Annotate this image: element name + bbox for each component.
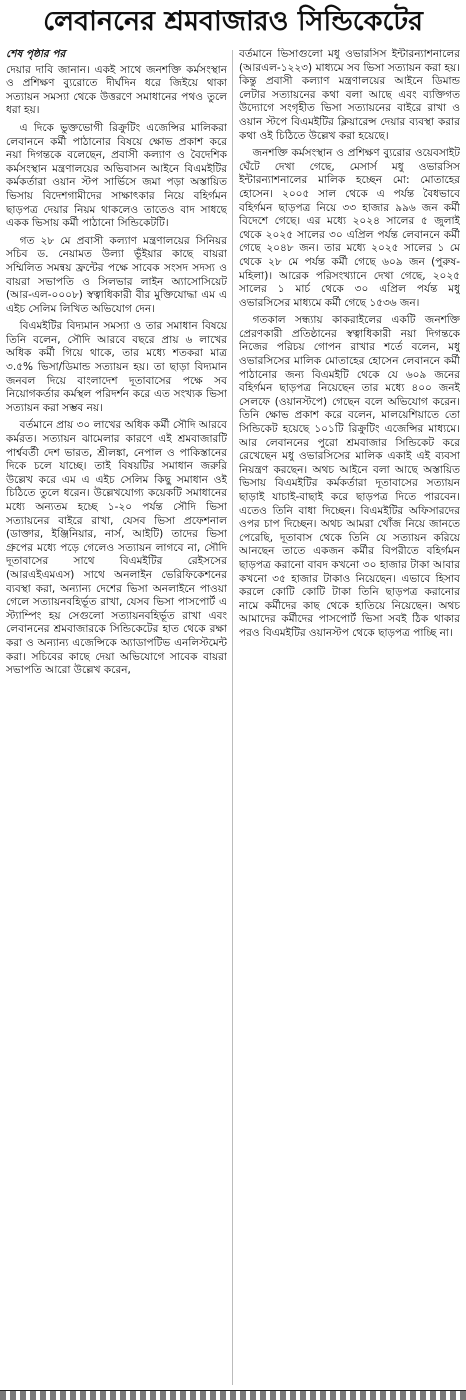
headline: লেবাননের শ্রমবাজারও সিন্ডিকেটের [43, 5, 423, 37]
paragraph: এ দিকে ভুক্তভোগী রিক্রুটিং এজেন্সির মালিকরা লেবাননে কর্মী পাঠানোর বিষয়ে ক্ষোভ প্রকাশ করে নয়া দিগন্তকে বলেছেন, প্রবাসী কল্যাণ ও বৈদেশিক কর্মসংস্থান মন্ত্রণালয়ের অভিবাসন আইনে বিএমইটির কর্মকর্তারা ওয়ান স্টপ সার্ভিসে জমা পড়া অস্তায়িত ভিসায় বিদেশগামীদের সাক্ষাৎকার নিয়ে বহির্গমন ছাড়পত্র দেয়ার নিয়ম থাকলেও তাতেও বাদ সাধছে একক ভিসায় কর্মী পাঠানো সিন্ডিকেটটি। [6, 121, 227, 230]
jump-label: শেষ পৃষ্ঠার পর [6, 48, 66, 60]
paragraph: দেয়ার দাবি জানান। একই সাথে জনশক্তি কর্মসংস্থান ও প্রশিক্ষণ ব্যুরোতে দীর্ঘদিন ধরে জিইয়ে থাকা সত্যায়ন সমস্যা থেকে উত্তরণে সমাধানের পথও তুলে ধরা হয়। [6, 63, 227, 117]
paragraph: গতকাল সন্ধ্যায় কাকরাইলের একটি জনশক্তি প্রেরণকারী প্রতিষ্ঠানের স্বত্বাধিকারী নয়া দিগন্তকে নিজের পরিচয় গোপন রাখার শর্তে বলেন, মধু ওভারসিসের মালিক মোতাহের হোসেন লেবাননে কর্মী পাঠানোর জন্য বিএমইটি থেকে যে ৬০৯ জনের বহির্গমন ছাড়পত্র নিয়েছেন তার মধ্যে ৪০০ জনই সেলফে (ওয়ানস্টপে) গেছেন বলে অভিযোগ করেন। তিনি ক্ষোভ প্রকাশ করে বলেন, মালয়েশিয়াতে তো সিন্ডিকেট হয়েছে ১০১টি রিক্রুটিং এজেন্সির মাধ্যমে। আর লেবাননের পুরো শ্রমবাজার সিন্ডিকেট করে রেখেছেন মধু ওভারসিসের মালিক একাই এই ব্যবসা নিয়ন্ত্রণ করছেন। অথচ আইনে বলা আছে অস্তায়িত ভিসায় বিএমইটির কর্মকর্তারা দূতাবাসের সত্যায়ন ছাড়াই যাচাই-বাছাই করে ছাড়পত্র দিতে পারবেন। এতেও তিনি বাধা দিচ্ছেন। বিএমইটির অফিসারদের ওপর চাপ দিচ্ছেন। অথচ আমরা খোঁজ নিয়ে জানতে পেরেছি, দূতাবাস থেকে তিনি যে সত্যায়ন করিয়ে আনছেন তাতে একজন কর্মীর বিপরীতে বহির্গমন ছাড়পত্র করানো বাবদ কখনো ৩০ হাজার টাকা আবার কখনো ৩৫ হাজার টাকাও নিয়েছেন। এভাবে হিসাব করলে কোটি কোটি টাকা তিনি ছাড়পত্র করানোর নামে কর্মীদের কাছ থেকে হাতিয়ে নিয়েছেন। অথচ আমাদের কর্মীদের পাসপোর্ট ভিসা সবই ঠিক থাকার পরও বিএমইটির ওয়ানস্টপ থেকে ছাড়পত্র পাচ্ছি না। [239, 314, 460, 639]
paragraph: গত ২৮ মে প্রবাসী কল্যাণ মন্ত্রণালয়ের সিনিয়র সচিব ড. নেয়ামত উল্যা ভূঁইয়ার কাছে বায়রা সম্মিলিত সমন্বয় ফ্রন্টের পক্ষে সাবেক সংসদ সদস্য ও বায়রা সভাপতি ও সিলভার লাইন অ্যাসোসিয়েট (আর-এল-০০০৮) স্বত্বাধিকারী বীর মুক্তিযোদ্ধা এম এ এইচ সেলিম লিখিত অভিযোগ দেন। [6, 234, 227, 315]
article-body [6, 48, 460, 1390]
column-left [6, 48, 227, 1390]
paragraph: বর্তমানে প্রায় ৩০ লাখের অধিক কর্মী সৌদি আরবে কর্মরত। সত্যায়ন ঝামেলার কারণে এই শ্রমবাজারটি পার্শ্ববর্তী দেশ ভারত, শ্রীলঙ্কা, নেপাল ও পাকিস্তানের দিকে চলে যাচ্ছে। তাই বিষয়টির সমাধান জরুরি উল্লেখ করে এম এ এইচ সেলিম কিছু সমাধান ওই চিঠিতে তুলে ধরেন। উল্লেখযোগ্য কয়েকটি সমাধানের মধ্যে অন্যতম হচ্ছে ১-২০ পর্যন্ত সৌদি ভিসা সত্যায়নের বাইরে রাখা, যেসব ভিসা প্রফেশনাল (ডাক্তার, ইঞ্জিনিয়ার, নার্স, আইটি) তাদের ভিসা গ্রুপের মধ্যে পড়ে গেলেও সত্যায়ন লাগবে না, সৌদি দূতাবাসের সাথে বিএমইটির রেইসসের (আরএইএমএস) সাথে অনলাইন ভেরিফিকেশনের ব্যবস্থা করা, অন্যান্য দেশের ভিসা অনলাইনে পাওয়া গেলে সত্যায়নবহির্ভূত রাখা, যেসব ভিসা পাসপোর্ট এ স্ট্যাম্পিং হয় সেগুলো সত্যায়নবহির্ভূত রাখা এবং লেবাননের শ্রমবাজারকে সিন্ডিকেটের হাত থেকে রক্ষা করা ও অন্যান্য এজেন্সিকে অ্যাডাপটিভ এনলিস্টমেন্ট করা। সচিবের কাছে দেয়া অভিযোগে সাবেক বায়রা সভাপতি আরো উল্লেখ করেন, [6, 419, 227, 677]
paragraph: বর্তমানে ভিসাগুলো মধু ওভারসিস ইন্টারন্যাশনালের (আরএল-১২২৩) মাধ্যমে সব ভিসা সত্যায়ন করা হয়। কিন্তু প্রবাসী কল্যাণ মন্ত্রণালয়ের আইনে ডিমান্ড লেটার সত্যায়নের কথা বলা আছে এবং ব্যক্তিগত উদ্যোগে সংগৃহীত ভিসা সত্যায়নের বাইরে রাখা ও ওয়ান স্টপে বিএমইটির ক্লিয়ারেন্স দেয়ার ব্যবস্থা করার কথা ওই চিঠিতে উল্লেখ করা হয়েছে। [239, 48, 460, 142]
paragraph: বিএমইটির বিদ্যমান সমস্যা ও তার সমাধান বিষয়ে তিনি বলেন, সৌদি আরবে বছরে প্রায় ৬ লাখের অধিক কর্মী গিয়ে থাকে, তার মধ্যে শতকরা মাত্র ৩.৫% ভিসা/ডিমান্ড সত্যায়ন হয়। তা ছাড়া বিদ্যমান জনবল দিয়ে বাংলাদেশ দূতাবাসের পক্ষে সব নিয়োগকর্তার কর্মস্থল পরিদর্শন করে এত সংখ্যক ভিসা সত্যায়ন করা সম্ভব নয়। [6, 320, 227, 414]
paragraph: জনশক্তি কর্মসংস্থান ও প্রশিক্ষণ ব্যুরোর ওয়েবসাইট ঘেঁটে দেখা গেছে, মেসার্স মধু ওভারসিস ইন্টারন্যাশনালের মালিক হচ্ছেন মো: মোতাহের হোসেন। ২০০৫ সাল থেকে এ পর্যন্ত বৈধভাবে বহির্গমন ছাড়পত্র নিয়ে ৩৩ হাজার ৯৯৬ জন কর্মী বিদেশে গেছে। এর মধ্যে ২০২৪ সালের ৫ জুলাই থেকে ২০২৫ সালের ৩০ এপ্রিল পর্যন্ত লেবাননে কর্মী গেছে ২০৪৮ জন। তার মধ্যে ২০২৫ সালের ১ মে থেকে ২৮ মে পর্যন্ত কর্মী গেছে ৬০৯ জন (পুরুষ-মহিলা)। আরেক পরিসংখ্যানে দেখা গেছে, ২০২৫ সালের ১ মার্চ থেকে ৩০ এপ্রিল পর্যন্ত মধু ওভারসিসের মাধ্যমে কর্মী গেছে ১৫৩৬ জন। [239, 147, 460, 309]
column-right [239, 48, 460, 1390]
